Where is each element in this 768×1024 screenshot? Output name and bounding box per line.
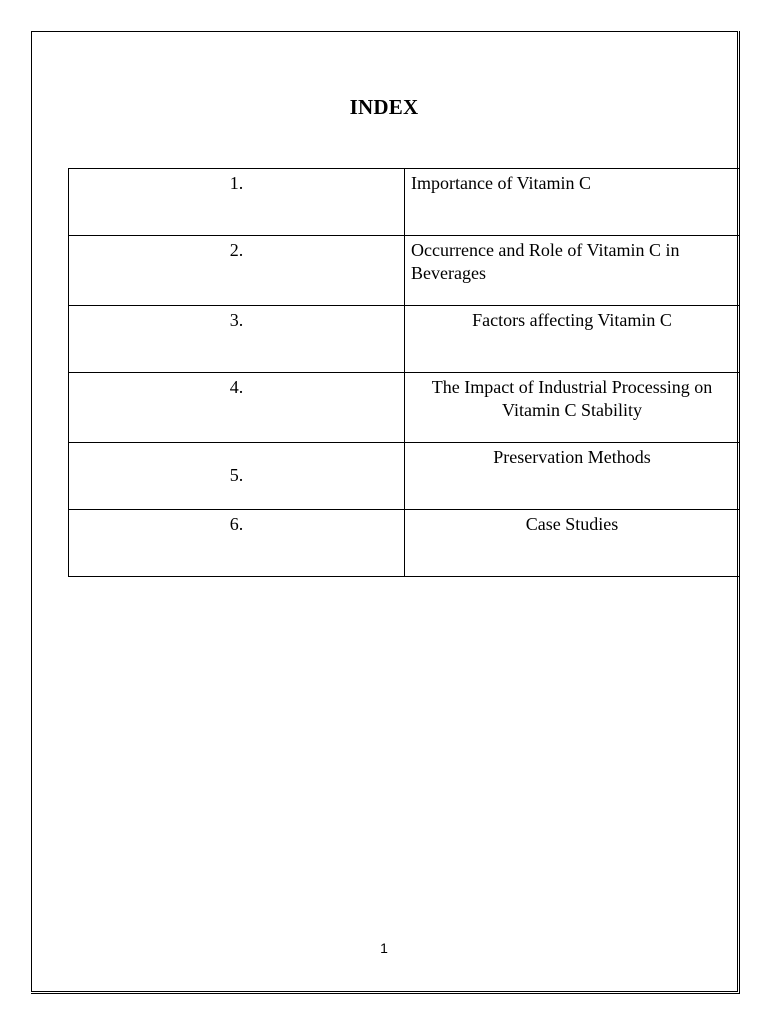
table-row bbox=[69, 510, 740, 577]
row-number-cell: 2. bbox=[69, 236, 405, 306]
row-topic-cell: Factors affecting Vitamin C bbox=[405, 306, 740, 373]
index-table bbox=[68, 168, 740, 577]
table-row bbox=[69, 373, 740, 443]
page-number: 1 bbox=[380, 940, 388, 956]
row-topic-cell: Occurrence and Role of Vitamin C in Beverages bbox=[405, 236, 740, 306]
row-number-cell: 4. bbox=[69, 373, 405, 443]
row-number-cell: 3. bbox=[69, 306, 405, 373]
row-topic-cell: Preservation Methods bbox=[405, 443, 740, 510]
table-row bbox=[69, 443, 740, 510]
table-row bbox=[69, 169, 740, 236]
table-row bbox=[69, 306, 740, 373]
page-title: INDEX bbox=[349, 95, 419, 119]
row-number-cell: 6. bbox=[69, 510, 405, 577]
row-number-cell: 5. bbox=[69, 443, 405, 510]
row-topic-cell: Case Studies bbox=[405, 510, 740, 577]
row-topic-cell: The Impact of Industrial Processing on Vitamin C Stability bbox=[405, 373, 740, 443]
table-row bbox=[69, 236, 740, 306]
row-topic-cell: Importance of Vitamin C bbox=[405, 169, 740, 236]
row-number-cell: 1. bbox=[69, 169, 405, 236]
